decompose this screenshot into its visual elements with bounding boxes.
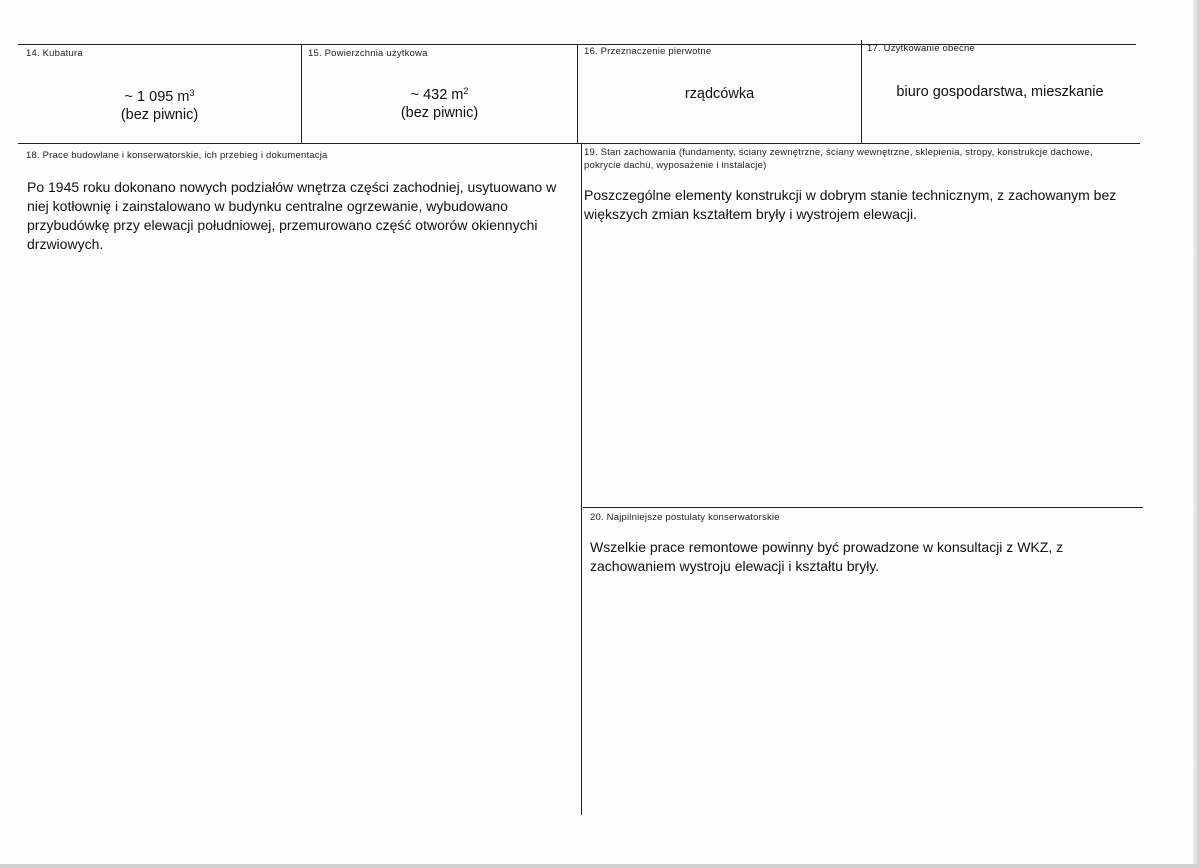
- stan-text: Poszczególne elementy konstrukcji w dobrym stanie technicznym, z zachowanym bez większych zmian kształtem bryły i wystrojem elewacji.: [584, 187, 1117, 222]
- prace-text: Po 1945 roku dokonano nowych podziałów wnętrza części zachodniej, usytuowano w niej kotłownię i zainstalowano w budynku centralne ogrzewanie, wybudowano przybudówkę przy elewacji południowej, przemurowano część otworów okiennychi drzwiowych.: [27, 179, 557, 252]
- row1-bottom-rule: [18, 143, 1140, 144]
- postulaty-text: Wszelkie prace remontowe powinny być prowadzone w konsultacji z WKZ, z zachowaniem wystroju elewacji i kształtu bryły.: [590, 539, 1064, 574]
- postulaty-label: 20. Najpilniejsze postulaty konserwatorskie: [590, 512, 780, 523]
- powierzchnia-note: (bez piwnic): [400, 105, 479, 121]
- przeznaczenie-value: rządcówka: [684, 86, 755, 102]
- divider-18-19: [581, 143, 582, 815]
- prace-label: 18. Prace budowlane i konserwatorskie, ich przebieg i dokumentacja: [26, 150, 328, 161]
- kubatura-label: 14. Kubatura: [26, 48, 83, 59]
- powierzchnia-label: 15. Powierzchnia użytkowa: [308, 48, 428, 59]
- przeznaczenie-label: 16. Przeznaczenie pierwotne: [584, 46, 712, 57]
- stan-label: 19. Stan zachowania (fundamenty, ściany zewnętrzne, ściany wewnętrzne, sklepienia, stropy, konstrukcje dachowe, pokrycie dachu, wyposażenie i instalacje): [584, 147, 1093, 171]
- kubatura-note: (bez piwnic): [120, 107, 199, 123]
- uzytkowanie-value: biuro gospodarstwa, mieszkanie: [896, 84, 1104, 100]
- powierzchnia-value: [302, 86, 577, 122]
- card-edge-bottom: [0, 864, 1199, 868]
- section20-top-rule: [583, 507, 1143, 508]
- kubatura-value: [18, 88, 301, 124]
- kubatura-amount: ~ 1 095 $m^3$: [124, 88, 195, 105]
- card-edge-right: [1193, 0, 1199, 868]
- uzytkowanie-label: 17. Użytkowanie obecne: [867, 43, 975, 54]
- powierzchnia-amount: ~ 432 $m^2$: [410, 86, 469, 103]
